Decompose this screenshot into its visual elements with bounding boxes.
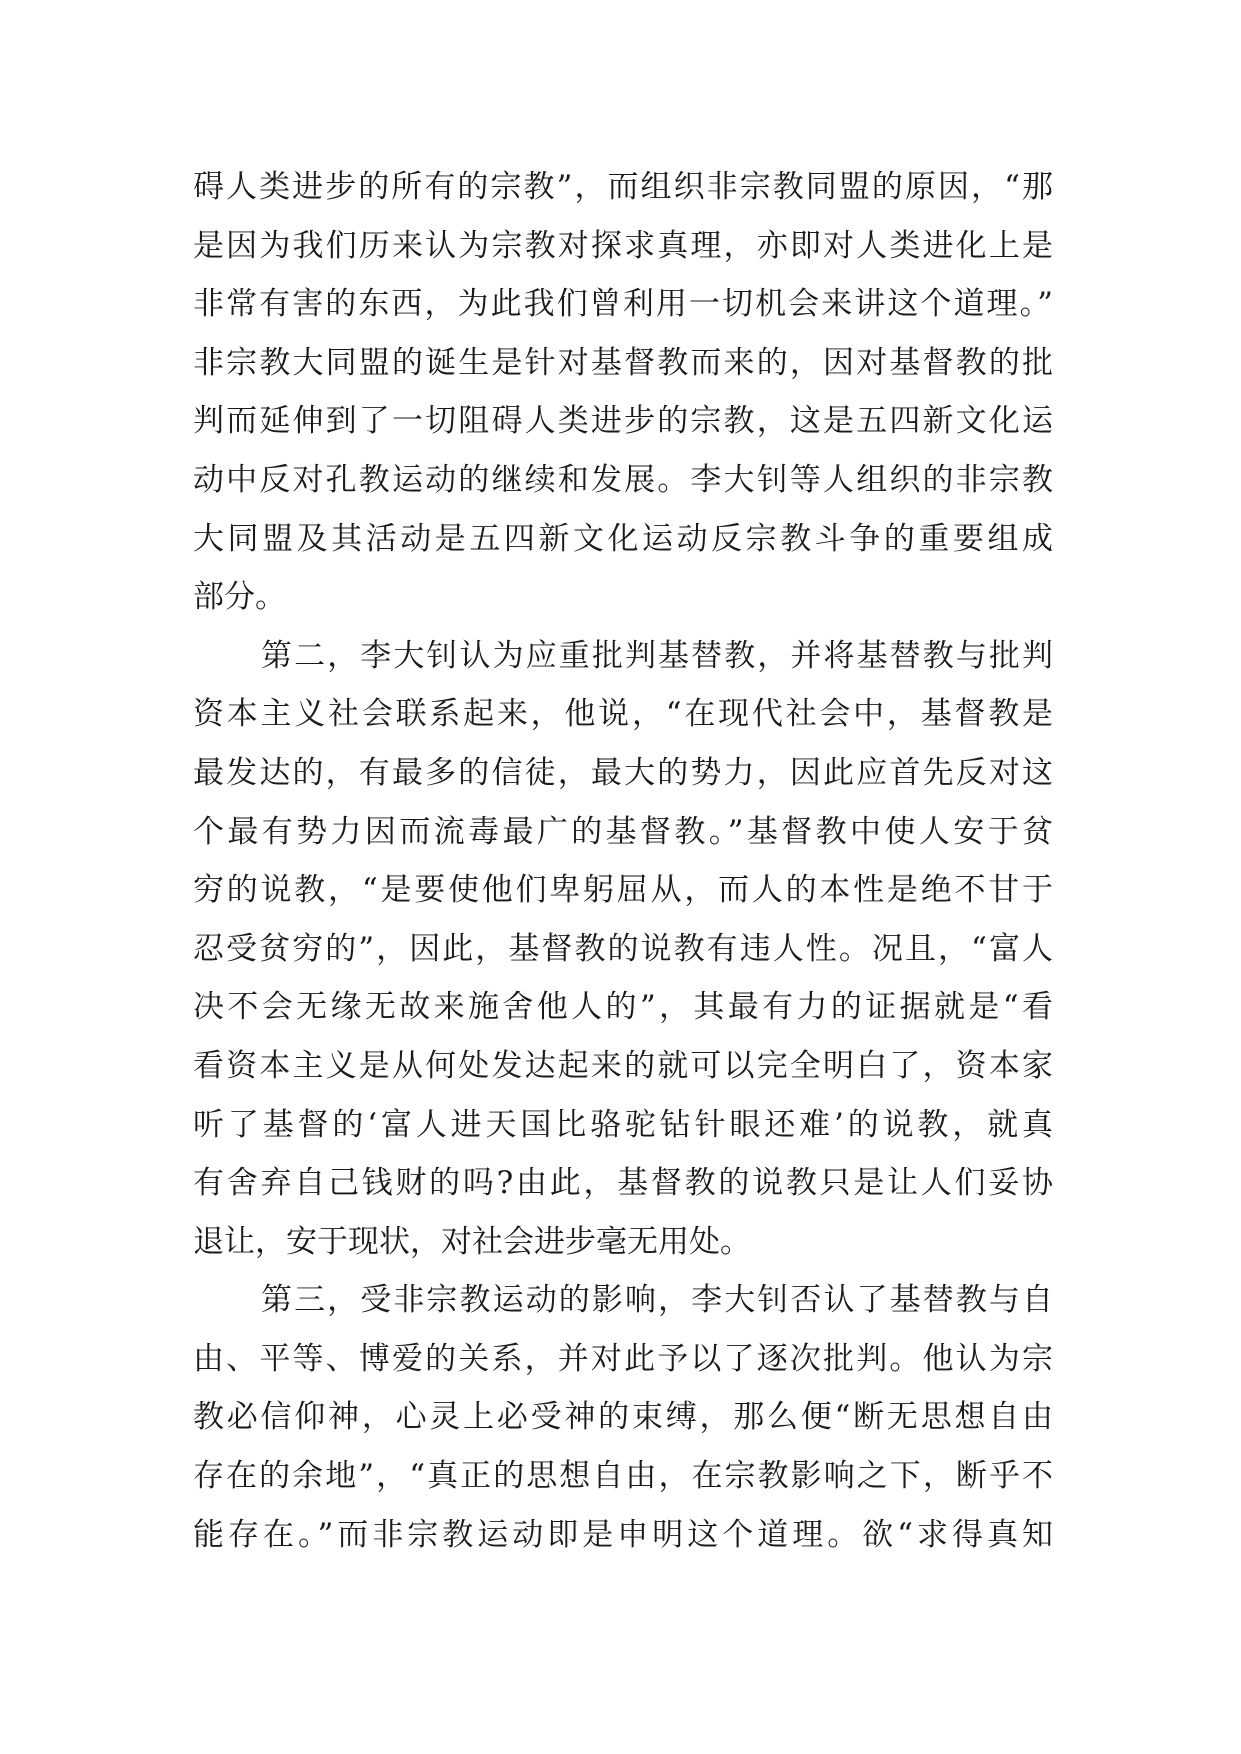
text-line: 非宗教大同盟的诞生是针对基督教而来的，因对基督教的批: [193, 344, 1053, 381]
text-line: 个最有势力因而流毒最广的基督教。”基督教中使人安于贫: [193, 813, 1053, 850]
text-line: 大同盟及其活动是五四新文化运动反宗教斗争的重要组成: [193, 520, 1053, 557]
text-line: 是因为我们历来认为宗教对探求真理，亦即对人类进化上是: [193, 227, 1053, 264]
text-line: 部分。: [193, 579, 286, 616]
text-line: 有舍弃自己钱财的吗?由此，基督教的说教只是让人们妥协: [193, 1165, 1053, 1202]
text-line: 看资本主义是从何处发达起来的就可以完全明白了，资本家: [193, 1047, 1053, 1084]
text-line: 听了基督的‘富人进天国比骆驼钻针眼还难’的说教，就真: [193, 1106, 1053, 1143]
body-text: [193, 158, 1053, 1564]
text-line: 资本主义社会联系起来，他说，“在现代社会中，基督教是: [193, 696, 1053, 733]
text-line: 能存在。”而非宗教运动即是申明这个道理。欲“求得真知: [193, 1516, 1053, 1553]
paragraph-start-line: 第三，受非宗教运动的影响，李大钊否认了基替教与自: [261, 1282, 1053, 1319]
text-line: 决不会无缘无故来施舍他人的”，其最有力的证据就是“看: [193, 989, 1053, 1026]
text-line: 判而延伸到了一切阻碍人类进步的宗教，这是五四新文化运: [193, 403, 1053, 440]
text-line: 最发达的，有最多的信徒，最大的势力，因此应首先反对这: [193, 754, 1053, 791]
text-line: 由、平等、博爱的关系，并对此予以了逐次批判。他认为宗: [193, 1340, 1053, 1377]
text-line: 穷的说教，“是要使他们卑躬屈从，而人的本性是绝不甘于: [193, 872, 1053, 909]
text-line: 动中反对孔教运动的继续和发展。李大钊等人组织的非宗教: [193, 461, 1053, 498]
paragraph-start-line: 第二，李大钊认为应重批判基替教，并将基替教与批判: [261, 637, 1053, 674]
text-line: 忍受贫穷的”，因此，基督教的说教有违人性。况且，“富人: [193, 930, 1053, 967]
text-line: 碍人类进步的所有的宗教”，而组织非宗教同盟的原因，“那: [193, 169, 1053, 205]
text-line: 退让，安于现状，对社会进步毫无用处。: [193, 1223, 751, 1260]
text-line: 教必信仰神，心灵上必受神的束缚，那么便“断无思想自由: [193, 1399, 1053, 1436]
text-line: 存在的余地”，“真正的思想自由，在宗教影响之下，断乎不: [193, 1458, 1053, 1495]
text-line: 非常有害的东西，为此我们曾利用一切机会来讲这个道理。”: [193, 286, 1053, 323]
